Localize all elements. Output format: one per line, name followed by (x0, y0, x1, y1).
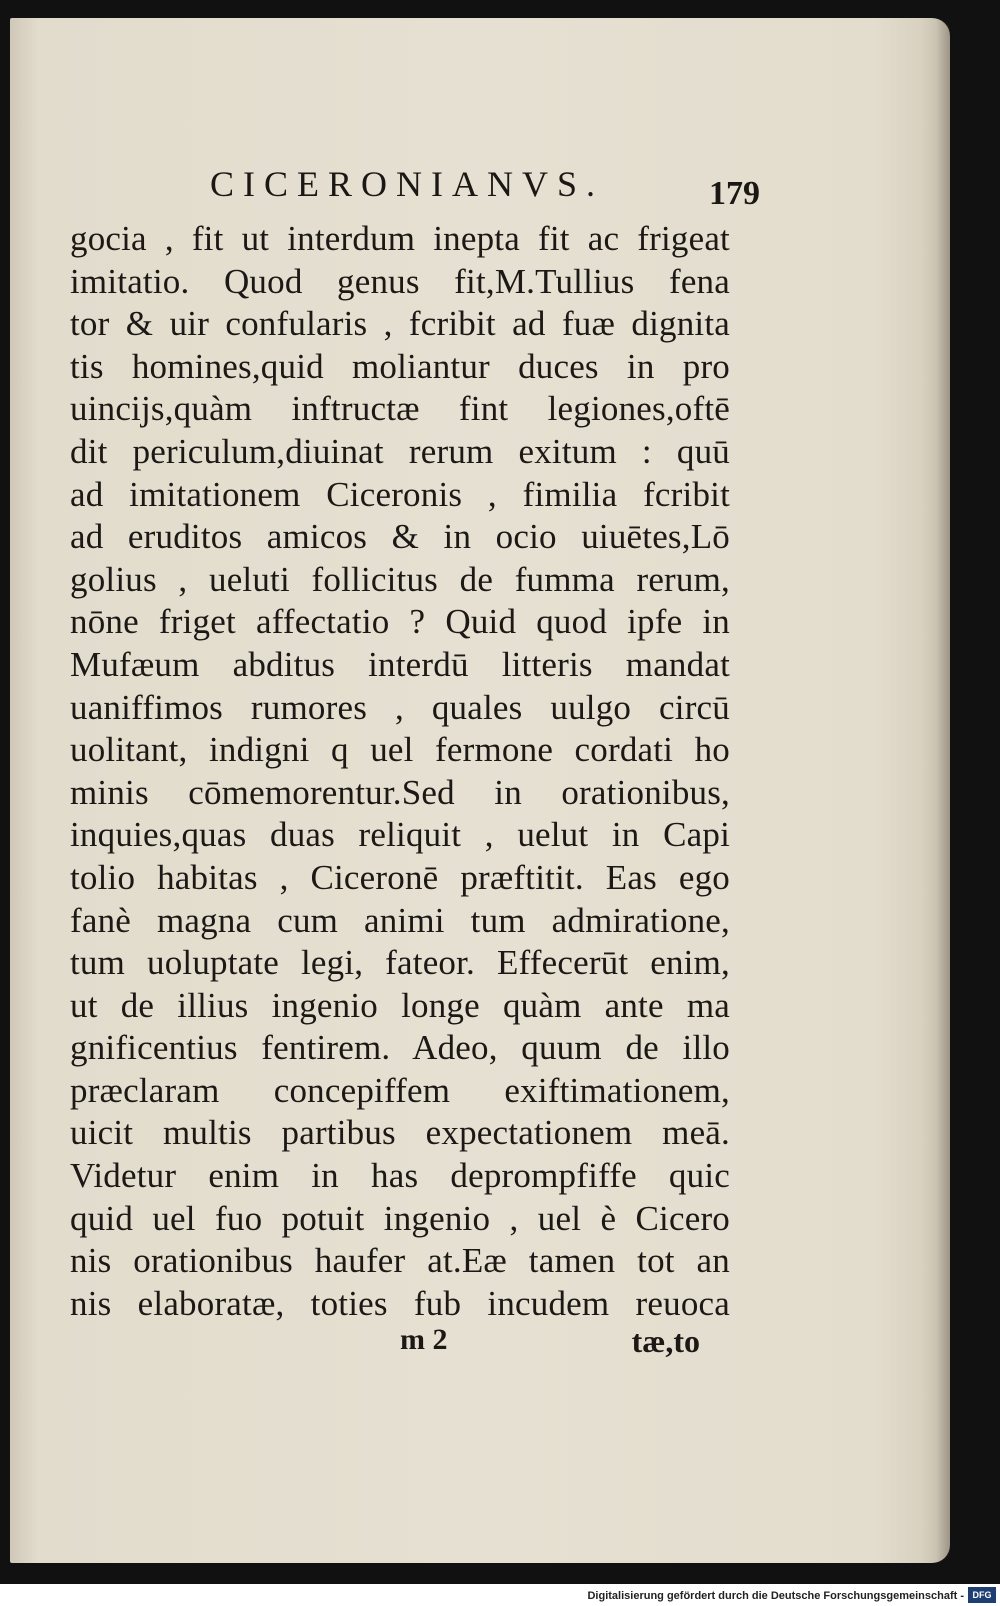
body-text (70, 218, 730, 1325)
text-line: dit periculum,diuinat rerum exitum : quū (70, 431, 730, 471)
text-line: inquies,quas duas reliquit , uelut in Capi (70, 815, 730, 855)
text-line: Mufæum abditus interdū litteris mandat (70, 644, 730, 684)
signature-mark: m 2 (400, 1323, 448, 1356)
text-line: tum uoluptate legi, fateor. Effecerūt enim, (70, 943, 730, 983)
credit-bar (0, 1584, 1000, 1606)
text-line: fanè magna cum animi tum admiratione, (70, 900, 730, 940)
page-footer (70, 1323, 700, 1373)
text-line: gnificentius fentirem. Adeo, quum de illo (70, 1028, 730, 1068)
text-line: nis elaboratæ, toties fub incudem reuoca (70, 1283, 730, 1323)
text-line: nōne friget affectatio ? Quid quod ipfe in (70, 602, 730, 642)
dfg-logo: DFG (968, 1587, 996, 1603)
catchword: tæ,to (631, 1323, 700, 1359)
text-line: gocia , fit ut interdum inepta fit ac frigeat (70, 219, 730, 258)
text-line: uolitant, indigni q uel fermone cordati ho (70, 730, 730, 770)
book-page (10, 18, 950, 1563)
text-line: uaniffimos rumores , quales uulgo circū (70, 687, 730, 727)
text-line: præclaram concepiffem exiftimationem, (70, 1070, 730, 1110)
text-line: tis homines,quid moliantur duces in pro (70, 346, 730, 386)
text-line: tor & uir confularis , fcribit ad fuæ dignita (70, 304, 730, 344)
page-number: 179 (709, 175, 760, 212)
text-line: quid uel fuo potuit ingenio , uel è Cicero (70, 1198, 730, 1238)
running-title: CICERONIANVS. (210, 164, 605, 204)
text-line: tolio habitas , Ciceronē præftitit. Eas ego (70, 857, 730, 897)
funding-credit: Digitalisierung gefördert durch die Deutsche Forschungsgemeinschaft - (587, 1590, 964, 1602)
text-line: ut de illius ingenio longe quàm ante ma (70, 985, 730, 1025)
text-line: uicit multis partibus expectationem meā. (70, 1113, 730, 1153)
text-line: imitatio. Quod genus fit,M.Tullius fena (70, 261, 730, 301)
text-line: uincijs,quàm inftructæ fint legiones,oftē (70, 389, 730, 429)
text-line: ad eruditos amicos & in ocio uiuētes,Lō (70, 517, 730, 557)
page-header (200, 163, 760, 213)
text-line: minis cōmemorentur.Sed in orationibus, (70, 772, 730, 812)
text-line: Videtur enim in has deprompfiffe quic (70, 1156, 730, 1196)
text-line: golius , ueluti follicitus de fumma rerum, (70, 559, 730, 599)
text-line: ad imitationem Ciceronis , fimilia fcribit (70, 474, 730, 514)
text-line: nis orationibus haufer at.Eæ tamen tot an (70, 1241, 730, 1281)
